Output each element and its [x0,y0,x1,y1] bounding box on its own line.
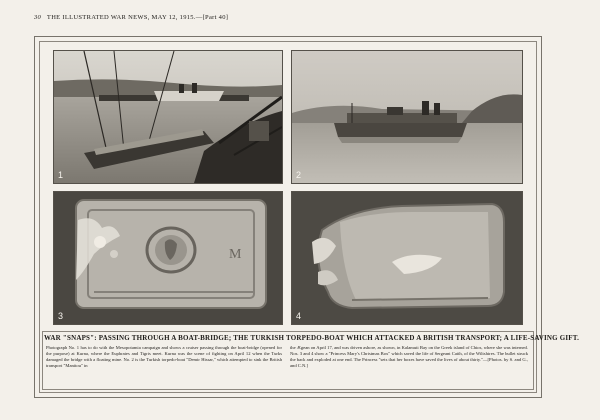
photo-1-number: 1 [58,170,64,180]
running-head-title: THE ILLUSTRATED WAR NEWS, MAY 12, 1915.—[Part 40] [46,14,229,21]
photo-4-image [292,192,522,324]
running-header [34,14,564,21]
photo-3-number: 3 [58,311,64,321]
caption-left-column: Photograph No. 1 has to do with the Mesopotamia campaign and shows a cruiser passing through the boat-bridge (opened for the purpose) at Kurna, where the Euphrates and Tigris meet. Kurna was the scene of fighting on April 12 when the Turks damaged the bridge with a floating mine. No. 2 is the Turkish torpedo-boat "Demir Hissar," which attempted to sink the British transport "Manitou" in [46,345,282,368]
photo-4-number: 4 [296,311,302,321]
caption-headline: WAR "SNAPS": PASSING THROUGH A BOAT-BRIDGE; THE TURKISH TORPEDO-BOAT WHICH ATTACKED A BRITISH TRANSPORT; A LIFE-SAVING GIFT. [44,334,580,342]
photo-4-damaged-box [291,191,523,325]
photo-1-image [54,51,282,183]
photo-3-gift-box-lid [53,191,283,325]
photo-2-number: 2 [296,170,302,180]
photo-2-image [292,51,522,183]
photo-1-boat-bridge [53,50,283,184]
photo-2-torpedo-boat [291,50,523,184]
page-number: 30 [34,14,42,21]
photo-3-image [54,192,282,324]
caption-right-column: the Ægean on April 17, and was driven ashore, as shown, in Kalamuti Bay on the Greek island of Chios, where she was interned. Nos. 3 and 4 show a "Princess Mary's Christmas Box" which saved the life of Sergeant Caith, of the Wiltshires. The bullet struck the back and exploded at one end. The Princess "sets that her boxes have saved the lives of about thirty."—[Photos. by S. and G., and C.N.] [290,345,528,368]
svg-text:M: M [229,247,242,262]
